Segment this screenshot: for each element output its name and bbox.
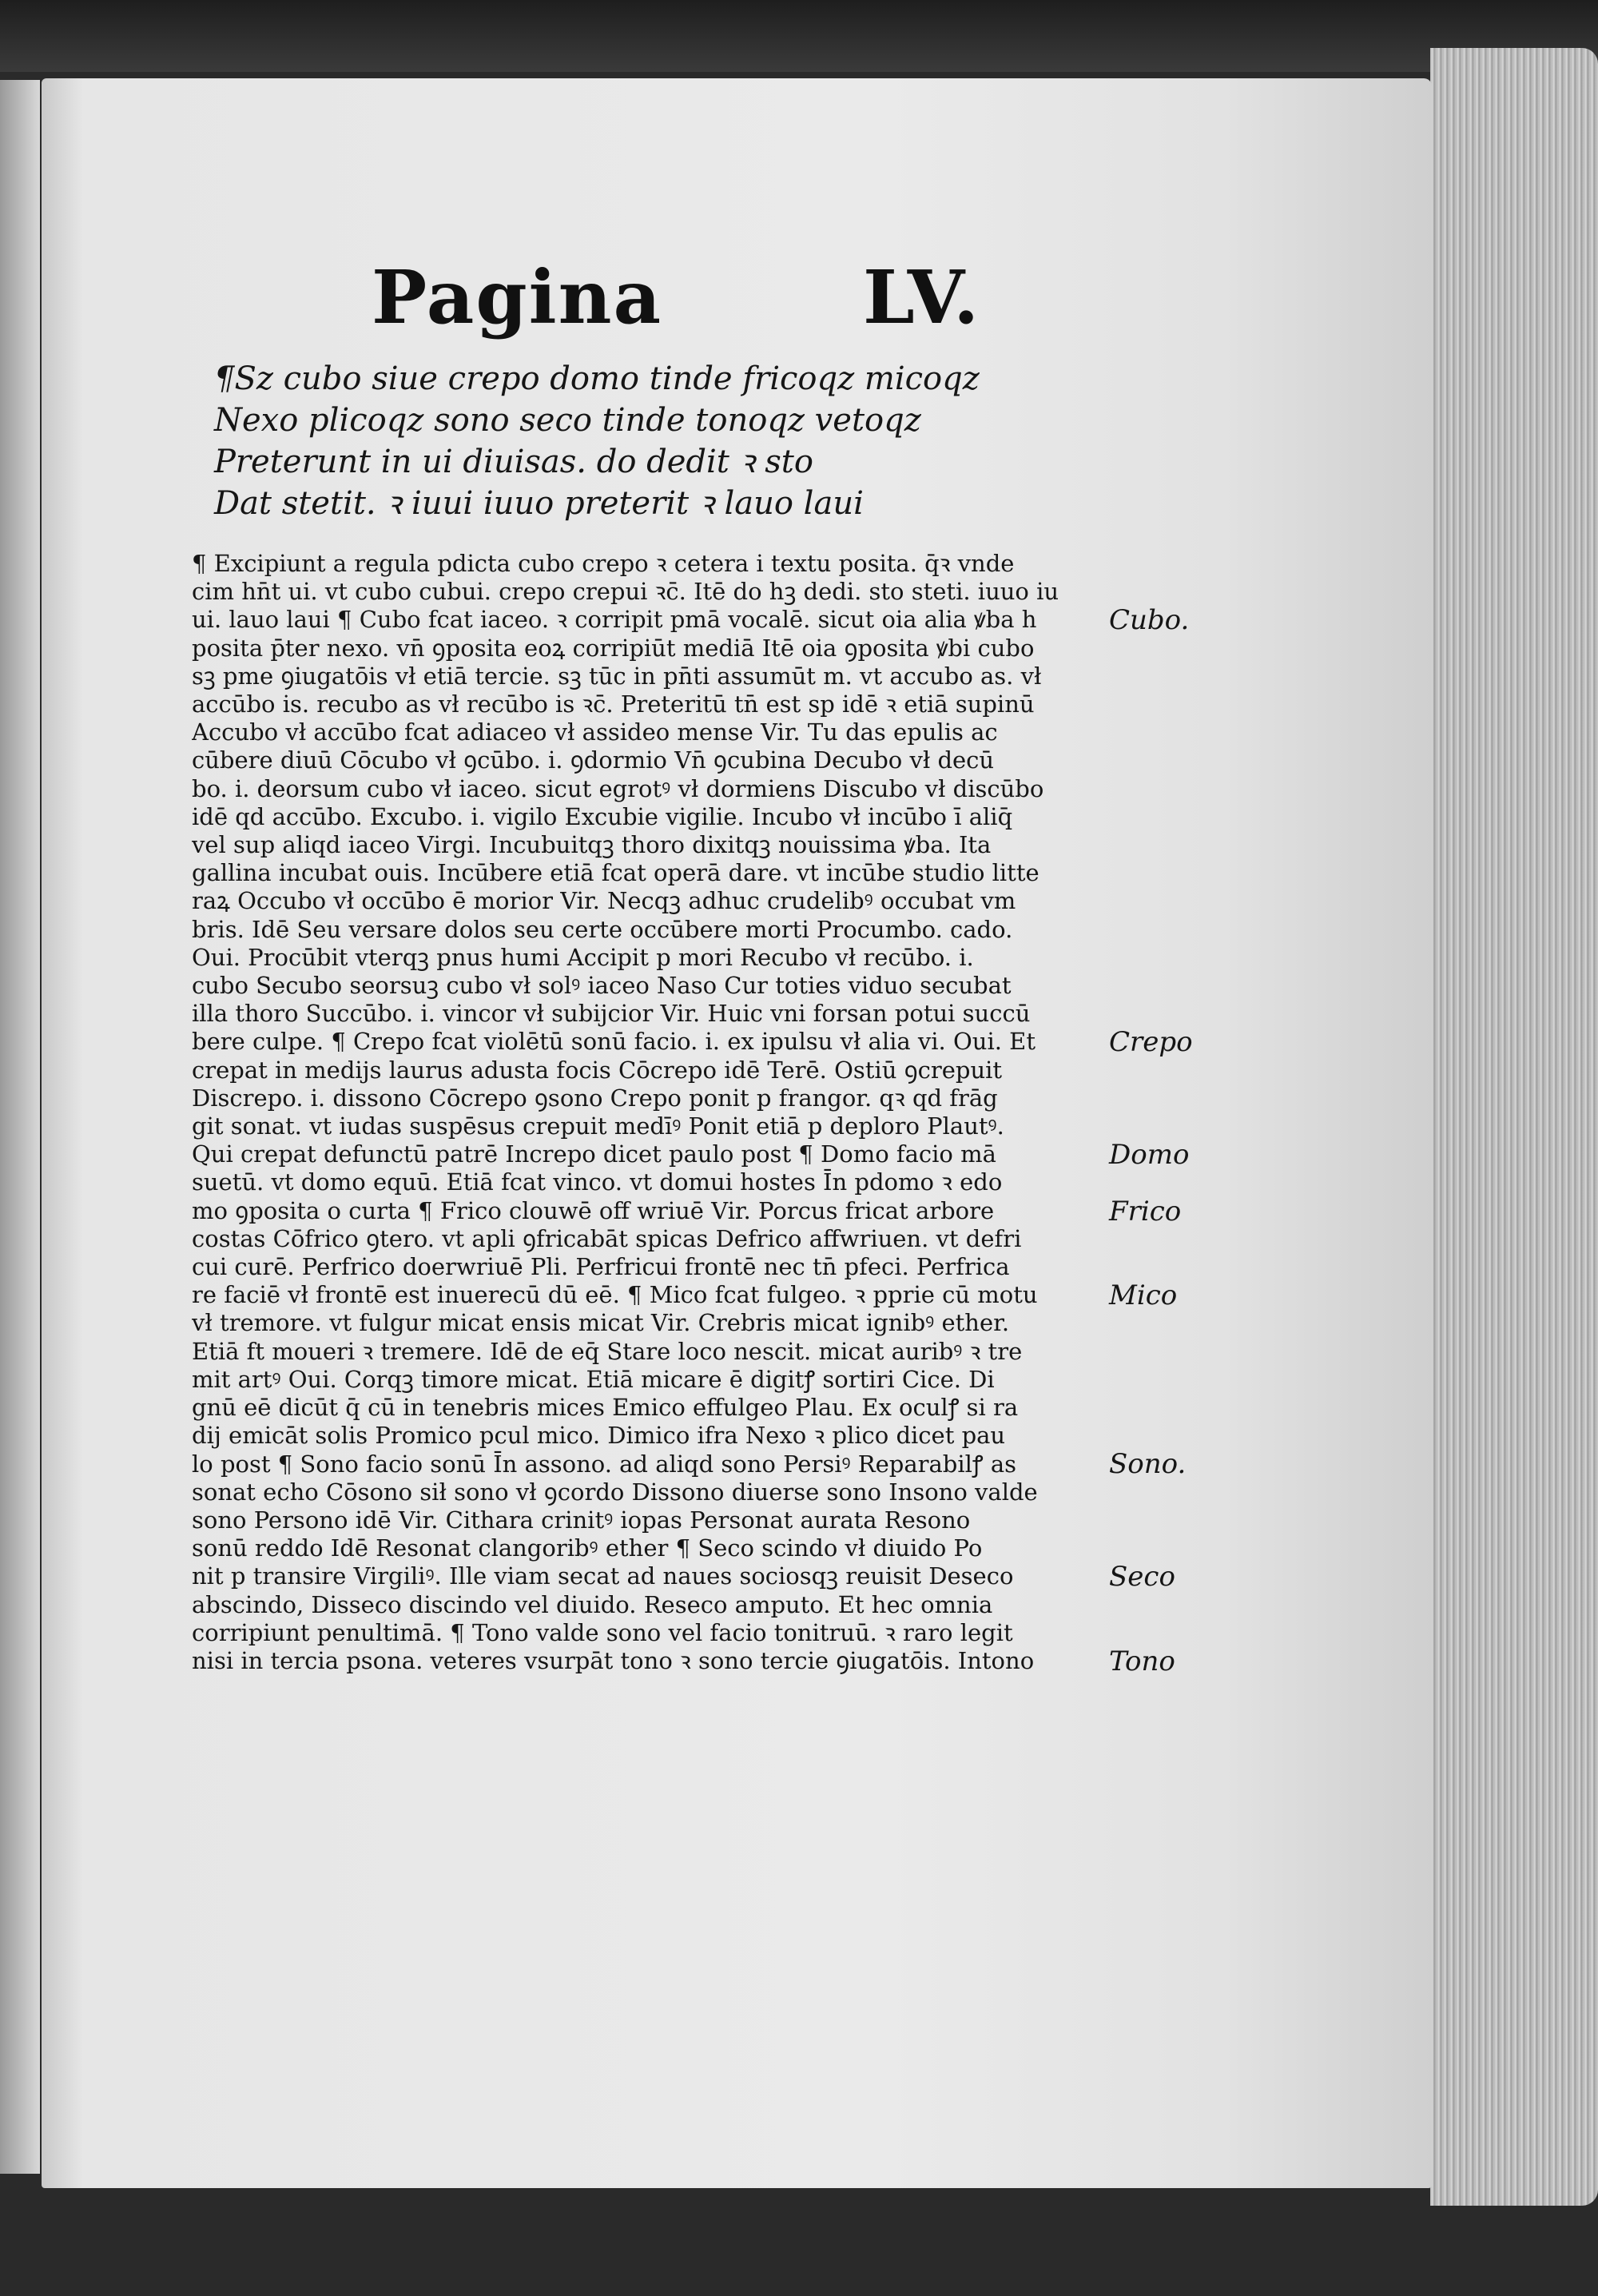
commentary-line: abscindo, Disseco discindo vel diuido. Reseco amputo. Et hec omnia	[192, 1590, 993, 1618]
verse-line: ¶Sz cubo siue crepo domo tinde fricoqz micoqz	[214, 360, 980, 397]
commentary-line: nit p transire Virgiliꝰ. Ille viam secat ad naues sociosqꝫ reuisit Deseco	[192, 1562, 1014, 1590]
commentary-line: sono Persono idē Vir. Cithara crinitꝰ iopas Personat aurata Resono	[192, 1506, 971, 1534]
commentary-line: mo ꝯposita o curta ¶ Frico clouwē off wriuē Vir. Porcus fricat arbore	[192, 1196, 995, 1224]
commentary-line: raꝝ Occubo vł occūbo ē morior Vir. Necqꝫ adhuc crudelibꝰ occubat vm	[192, 887, 1016, 915]
commentary-line: dij emicāt solis Promico pcul mico. Dimico ifra Nexo ꝛ plico dicet pau	[192, 1422, 1006, 1450]
commentary-line: sonat echo Cōsono sił sono vł ꝯcordo Dissono diuerse sono Insono valde	[192, 1478, 1038, 1506]
commentary-line: sonū reddo Idē Resonat clangoribꝰ ether ¶ Seco scindo vł diuido Po	[192, 1534, 983, 1562]
commentary-line: Oui. Procūbit vterqꝫ pnus humi Accipit p mori Recubo vł recūbo. i.	[192, 943, 974, 971]
left-page-edge	[0, 80, 40, 2174]
margin-note: Cubo.	[1109, 604, 1190, 637]
commentary-line: bo. i. deorsum cubo vł iaceo. sicut egrotꝰ vł dormiens Discubo vł discūbo	[192, 774, 1044, 802]
commentary-line: vł tremore. vt fulgur micat ensis micat Vir. Crebris micat ignibꝰ ether.	[192, 1309, 1010, 1337]
commentary-line: gallina incubat ouis. Incūbere etiā fcat operā dare. vt incūbe studio litte	[192, 859, 1039, 887]
verse-block	[214, 358, 1189, 524]
margin-note: Domo	[1109, 1139, 1190, 1172]
margin-note: Mico	[1109, 1279, 1178, 1312]
commentary-line: idē qd accūbo. Excubo. i. vigilo Excubie vigilie. Incubo vł incūbo ī aliq̄	[192, 802, 1013, 830]
commentary-line: suetū. vt domo equū. Etiā fcat vinco. vt domui hostes Īn pdomo ꝛ edo	[192, 1168, 1003, 1196]
margin-note: Frico	[1109, 1195, 1182, 1228]
commentary-line: git sonat. vt iudas suspēsus crepuit medīꝰ Ponit etiā p deploro Plautꝰ.	[192, 1112, 1004, 1140]
commentary-line: bere culpe. ¶ Crepo fcat violētū sonū facio. i. ex ipulsu vł alia vi. Oui. Et	[192, 1028, 1036, 1056]
commentary-line: bris. Idē Seu versare dolos seu certe occūbere morti Procumbo. cado.	[192, 915, 1013, 943]
background-top	[0, 0, 1598, 72]
commentary-line: lo post ¶ Sono facio sonū Īn assono. ad aliqd sono Persiꝰ Reparabilꝭ as	[192, 1450, 1017, 1478]
commentary-line: costas Cōfrico ꝯtero. vt apli ꝯfricabāt spicas Defrico affwriuen. vt defri	[192, 1224, 1022, 1252]
commentary-line: Qui crepat defunctū patrē Increpo dicet paulo post ¶ Domo facio mā	[192, 1140, 996, 1168]
commentary-line: posita p̄ter nexo. vn̄ ꝯposita eoꝝ corripiūt mediā Itē oia ꝯposita ꝟbi cubo	[192, 634, 1035, 662]
commentary-line: re faciē vł frontē est inuerecū dū eē. ¶ Mico fcat fulgeo. ꝛ pprie cū motu	[192, 1281, 1038, 1309]
commentary-line: ui. lauo laui ¶ Cubo fcat iaceo. ꝛ corripit pmā vocalē. sicut oia alia ꝟba h	[192, 606, 1037, 634]
commentary-line: cubo Secubo seorsuꝫ cubo vł solꝰ iaceo Naso Cur toties viduo secubat	[192, 972, 1012, 1000]
commentary-line: crepat in medijs laurus adusta focis Cōcrepo idē Terē. Ostiū ꝯcrepuit	[192, 1056, 1003, 1084]
commentary-line: cim hn̄t ui. vt cubo cubui. crepo crepui ꝛc̄. Itē do hꝫ dedi. sto steti. iuuo iu	[192, 578, 1059, 606]
commentary-line: sꝫ pme ꝯiugatōis vł etiā tercie. sꝫ tūc in pn̄ti assumūt m. vt accubo as. vł	[192, 662, 1042, 690]
commentary-line: nisi in tercia psona. veteres vsurpāt tono ꝛ sono tercie ꝯiugatōis. Intono	[192, 1646, 1035, 1674]
page-fore-edge	[1430, 48, 1598, 2206]
commentary-line: mit artꝰ Oui. Corqꝫ timore micat. Etiā micare ē digitꝭ sortiri Cice. Di	[192, 1365, 995, 1393]
commentary-line: ¶ Excipiunt a regula pdicta cubo crepo ꝛ cetera i textu posita. q̄ꝛ vnde	[192, 550, 1015, 577]
commentary-line: Discrepo. i. dissono Cōcrepo ꝯsono Crepo ponit p frangor. qꝛ qd frāg	[192, 1084, 998, 1112]
verse-line: Nexo plicoqz sono seco tinde tonoqz vetoqz	[214, 402, 921, 439]
commentary-block	[192, 550, 1103, 1675]
margin-note: Sono.	[1109, 1448, 1187, 1481]
page-header	[372, 254, 1027, 350]
margin-note: Tono	[1109, 1645, 1175, 1677]
verse-line: Preterunt in ui diuisas. do dedit ꝛ sto	[214, 444, 813, 480]
commentary-line: vel sup aliqd iaceo Virgi. Incubuitqꝫ thoro dixitqꝫ nouissima ꝟba. Ita	[192, 831, 992, 859]
commentary-line: illa thoro Succūbo. i. vincor vł subijcior Vir. Huic vni forsan potui succū	[192, 1000, 1031, 1028]
header-word: Pagina	[372, 254, 663, 340]
commentary-line: cūbere diuū Cōcubo vł ꝯcūbo. i. ꝯdormio Vn̄ ꝯcubina Decubo vł decū	[192, 746, 995, 774]
commentary-line: gnū eē dicūt q̄ cū in tenebris mices Emico effulgeo Plau. Ex oculꝭ si ra	[192, 1394, 1019, 1422]
margin-note: Seco	[1109, 1561, 1175, 1594]
commentary-line: cui curē. Perfrico doerwriuē Pli. Perfricui frontē nec tn̄ pfeci. Perfrica	[192, 1253, 1010, 1281]
commentary-line: accūbo is. recubo as vł recūbo is ꝛc̄. Preteritū tn̄ est sp idē ꝛ etiā supinū	[192, 690, 1035, 718]
verse-line: Dat stetit. ꝛ iuui iuuo preterit ꝛ lauo laui	[214, 485, 864, 522]
folio-number: LV.	[863, 254, 981, 340]
commentary-line: corripiunt penultimā. ¶ Tono valde sono vel facio tonitruū. ꝛ raro legit	[192, 1618, 1013, 1646]
commentary-line: Etiā ft moueri ꝛ tremere. Idē de eq̄ Stare loco nescit. micat auribꝰ ꝛ tre	[192, 1337, 1023, 1365]
commentary-line: Accubo vł accūbo fcat adiaceo vł assideo mense Vir. Tu das epulis ac	[192, 718, 998, 746]
margin-note: Crepo	[1109, 1026, 1193, 1059]
